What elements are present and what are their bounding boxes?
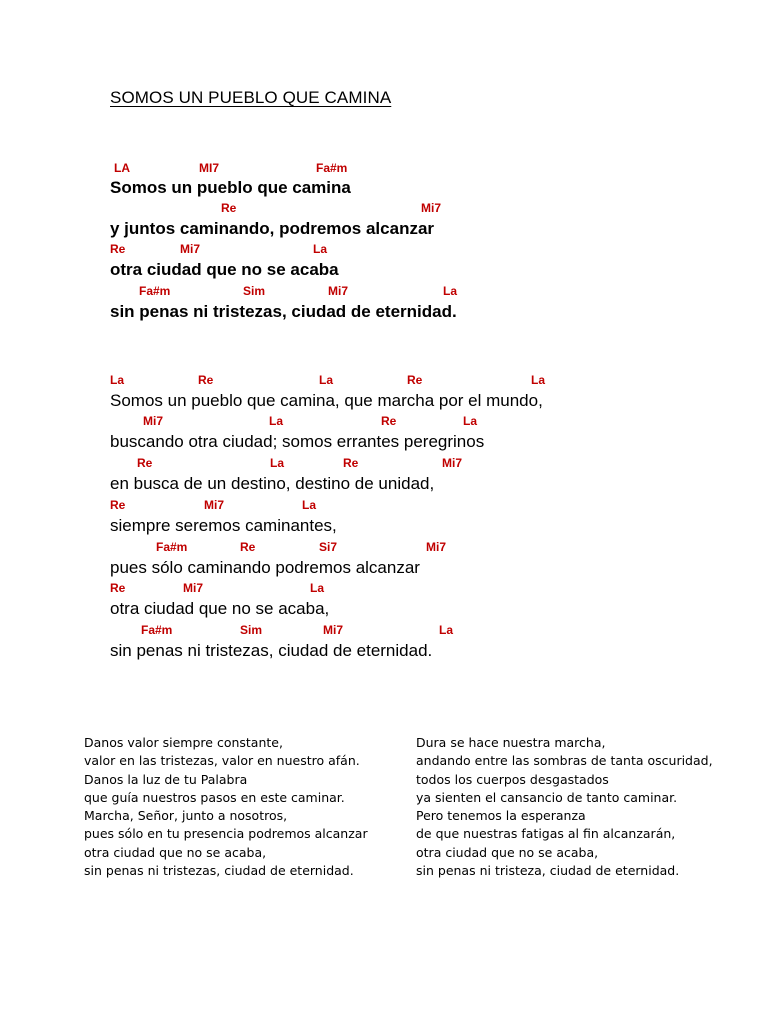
chord: Mi7	[421, 201, 442, 215]
chord: Fa#m	[316, 161, 348, 175]
chord: Re	[110, 242, 126, 256]
chord: Mi7	[442, 456, 463, 470]
chord: La	[319, 373, 334, 387]
verse-line: Marcha, Señor, junto a nosotros,	[84, 808, 288, 824]
lyric-line: y juntos caminando, podremos alcanzar	[110, 219, 435, 238]
chord: La	[439, 623, 454, 637]
lyric-line: en busca de un destino, destino de unidad,	[110, 474, 435, 493]
chord: La	[310, 581, 325, 595]
verse-line: Danos la luz de tu Palabra	[84, 771, 248, 787]
chord: Mi7	[143, 414, 164, 428]
chord: Sim	[240, 623, 263, 637]
chord: Re	[110, 581, 126, 595]
lyric-line: otra ciudad que no se acaba	[110, 260, 339, 279]
chord: Re	[137, 456, 153, 470]
verse-line: todos los cuerpos desgastados	[416, 771, 609, 787]
chord: La	[302, 498, 317, 512]
chord: LA	[114, 161, 130, 175]
lyric-line: buscando otra ciudad; somos errantes peregrinos	[110, 432, 485, 451]
chord: Mi7	[426, 540, 447, 554]
chord: La	[463, 414, 478, 428]
verse-left	[84, 734, 368, 880]
verse-line: otra ciudad que no se acaba,	[84, 844, 267, 860]
chord: Re	[110, 498, 126, 512]
chord: Fa#m	[139, 284, 171, 298]
chord: La	[270, 456, 285, 470]
chord: Si7	[319, 540, 338, 554]
chord: La	[313, 242, 328, 256]
lyric-line: otra ciudad que no se acaba,	[110, 599, 330, 618]
chord: La	[531, 373, 546, 387]
verse-line: ya sienten el cansancio de tanto caminar.	[416, 789, 678, 805]
verse-line: andando entre las sombras de tanta oscuridad,	[416, 753, 713, 769]
chord: Re	[240, 540, 256, 554]
chord: Re	[381, 414, 397, 428]
chord: Re	[198, 373, 214, 387]
verse-right	[416, 734, 713, 880]
verse-line: otra ciudad que no se acaba,	[416, 844, 599, 860]
verse-line: sin penas ni tristezas, ciudad de eternidad.	[84, 863, 354, 879]
chord: La	[443, 284, 458, 298]
chord: MI7	[199, 161, 220, 175]
lyric-line: sin penas ni tristezas, ciudad de eternidad.	[110, 641, 433, 660]
chord: Mi7	[180, 242, 201, 256]
chord: Mi7	[328, 284, 349, 298]
chord: Re	[343, 456, 359, 470]
chord: Mi7	[204, 498, 225, 512]
chord: Re	[221, 201, 237, 215]
chord: La	[269, 414, 284, 428]
verse-line: Pero tenemos la esperanza	[416, 808, 586, 824]
verse-line: Danos valor siempre constante,	[84, 735, 283, 750]
lyric-line: Somos un pueblo que camina	[110, 178, 351, 197]
lyric-line: pues sólo caminando podremos alcanzar	[110, 558, 420, 577]
verse-line: pues sólo en tu presencia podremos alcanzar	[84, 826, 368, 842]
chord: Fa#m	[141, 623, 173, 637]
verse-line: que guía nuestros pasos en este caminar.	[84, 789, 345, 805]
verse-line: Dura se hace nuestra marcha,	[416, 735, 606, 750]
chord: Fa#m	[156, 540, 188, 554]
chord: La	[110, 373, 125, 387]
chord: Mi7	[183, 581, 204, 595]
chord: Re	[407, 373, 423, 387]
verse-line: valor en las tristezas, valor en nuestro afán.	[84, 753, 360, 769]
lyric-line: siempre seremos caminantes,	[110, 516, 337, 535]
chord: Sim	[243, 284, 266, 298]
page-title: SOMOS UN PUEBLO QUE CAMINA	[110, 88, 392, 107]
verse-line: de que nuestras fatigas al fin alcanzarán,	[416, 826, 676, 842]
lyric-line: sin penas ni tristezas, ciudad de eternidad.	[110, 302, 457, 321]
chord: Mi7	[323, 623, 344, 637]
verse-line: sin penas ni tristeza, ciudad de eternidad.	[416, 863, 680, 879]
lyric-line: Somos un pueblo que camina, que marcha por el mundo,	[110, 391, 543, 410]
